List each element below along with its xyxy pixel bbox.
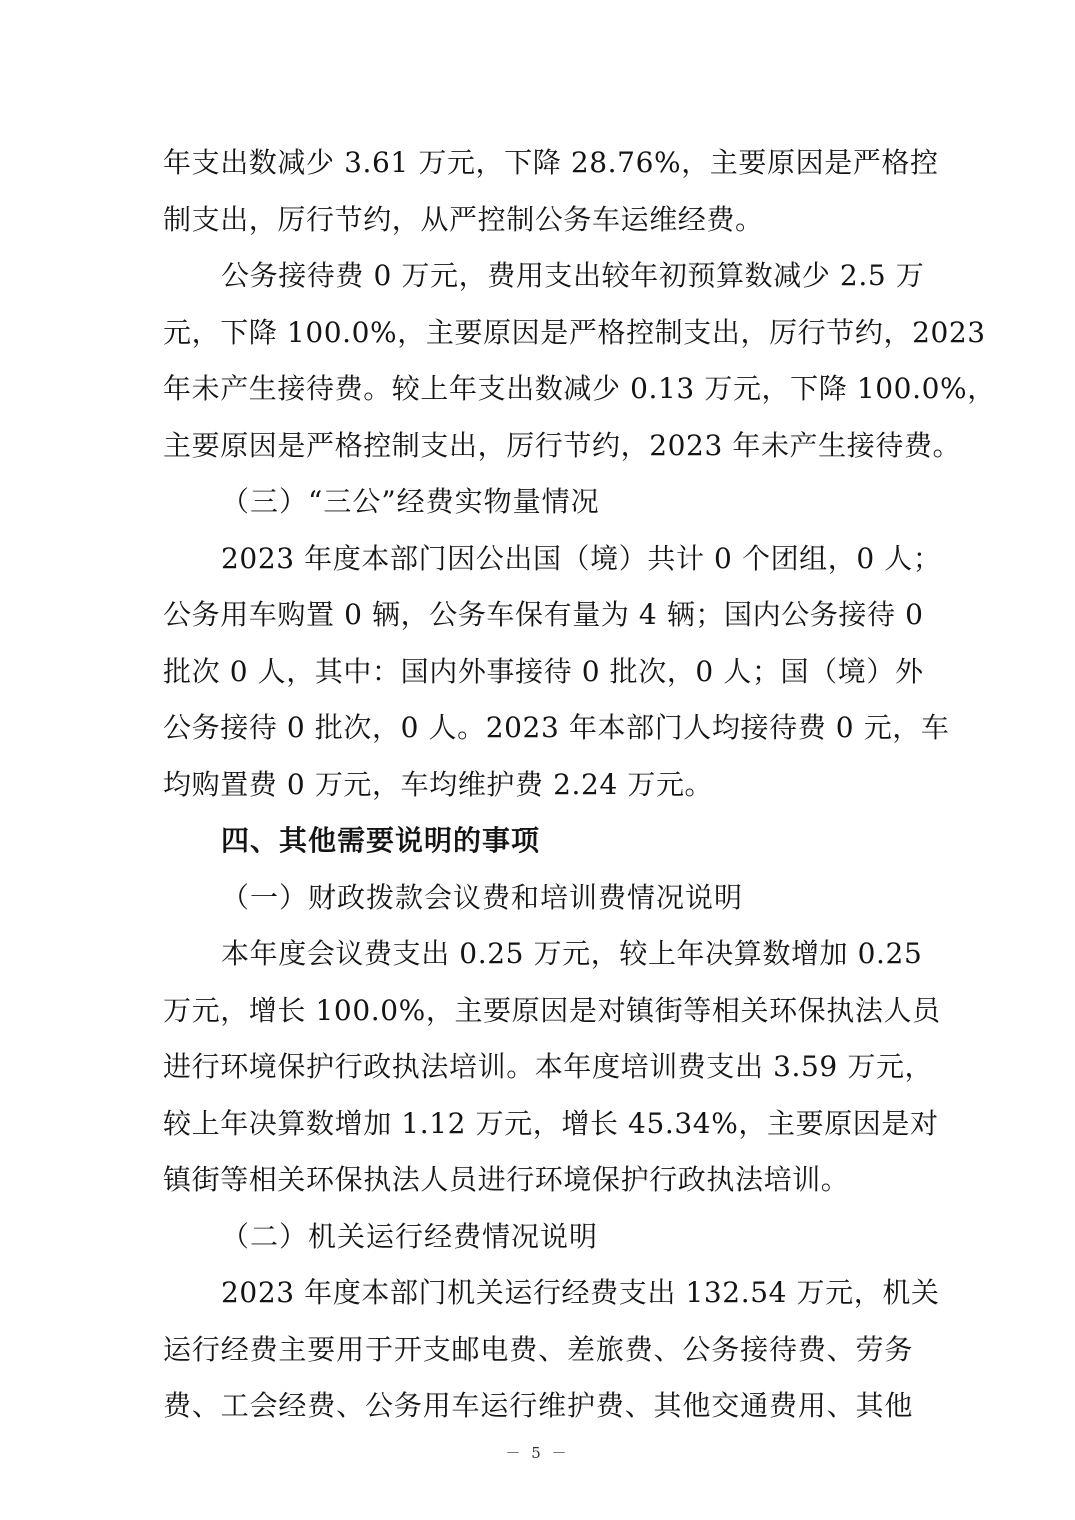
paragraph-line: 本年度会议费支出 0.25 万元，较上年决算数增加 0.25: [221, 937, 923, 970]
paragraph-line: 批次 0 人，其中：国内外事接待 0 批次，0 人；国（境）外: [163, 654, 924, 688]
paragraph-line: 公务接待费 0 万元，费用支出较年初预算数减少 2.5 万: [221, 259, 925, 292]
paragraph-line: 年支出数减少 3.61 万元，下降 28.76%，主要原因是严格控: [163, 146, 939, 179]
paragraph-line: 运行经费主要用于开支邮电费、差旅费、公务接待费、劳务: [163, 1332, 913, 1366]
subsection-heading: （二）机关运行经费情况说明: [221, 1219, 599, 1253]
paragraph-line: 费、工会经费、公务用车运行维护费、其他交通费用、其他: [163, 1389, 913, 1422]
paragraph-line: 万元，增长 100.0%，主要原因是对镇街等相关环保执法人员: [163, 993, 941, 1027]
paragraph-line: 镇街等相关环保执法人员进行环境保护行政执法培训。: [163, 1163, 850, 1196]
page-number: － 5 －: [505, 1444, 570, 1462]
paragraph-line: 公务用车购置 0 辆，公务车保有量为 4 辆；国内公务接待 0: [163, 598, 924, 631]
subsection-heading: （三）“三公”经费实物量情况: [221, 485, 600, 518]
paragraph-line: 均购置费 0 万元，车均维护费 2.24 万元。: [163, 767, 714, 801]
paragraph-line: 元，下降 100.0%，主要原因是严格控制支出，厉行节约，2023: [163, 315, 986, 349]
paragraph-line: 制支出，厉行节约，从严控制公务车运维经费。: [163, 202, 764, 236]
paragraph-line: 2023 年度本部门因公出国（境）共计 0 个团组，0 人；: [221, 541, 942, 575]
paragraph-line: 主要原因是严格控制支出，厉行节约，2023 年未产生接待费。: [163, 428, 962, 462]
paragraph-line: 较上年决算数增加 1.12 万元，增长 45.34%，主要原因是对: [163, 1106, 939, 1140]
subsection-heading: （一）财政拨款会议费和培训费情况说明: [221, 880, 744, 914]
section-heading: 四、其他需要说明的事项: [221, 824, 541, 857]
paragraph-line: 进行环境保护行政执法培训。本年度培训费支出 3.59 万元，: [163, 1050, 934, 1083]
paragraph-line: 公务接待 0 批次，0 人。2023 年本部门人均接待费 0 元，车: [163, 711, 950, 744]
document-body: [163, 135, 996, 1435]
paragraph-line: 2023 年度本部门机关运行经费支出 132.54 万元，机关: [221, 1276, 940, 1309]
paragraph-line: 年未产生接待费。较上年支出数减少 0.13 万元，下降 100.0%，: [163, 372, 996, 405]
